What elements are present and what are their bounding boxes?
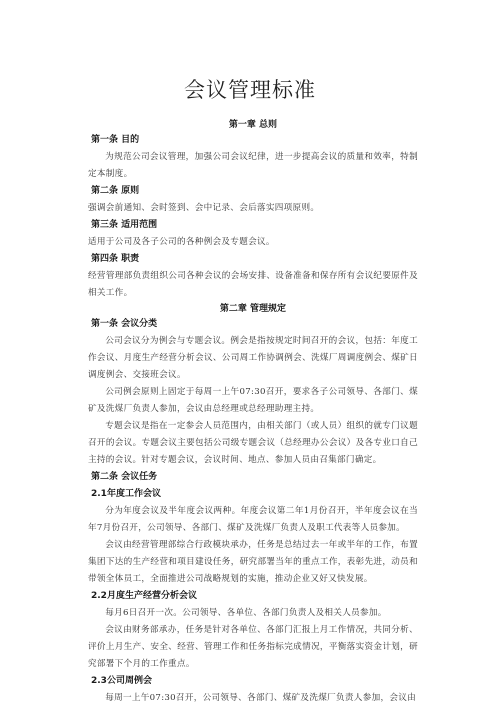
section-heading: 2.1年度工作会议: [91, 489, 161, 499]
paragraph: 专题会议是指在一定参会人员范围内，由相关部门（或人员）组织的就专门议题召开的会议。专题会议主要包括公司级专题会议（总经理办公会议）及各专业口自己主持的会议。针对专题会议，会议时间、地点、参加人员由召集部门确定。: [88, 421, 418, 465]
paragraph: 公司例会原则上固定于每周一上午07:30召开，要求各子公司领导、各部门、煤矿及洗煤厂负责人参加，会议由总经理或总经理助理主持。: [88, 387, 418, 414]
paragraph: 分为年度会议及半年度会议两种。年度会议第二年1月份召开，半年度会议在当年7月份召开，公司领导、各部门、煤矿及洗煤厂负责人及职工代表等人员参加。: [88, 506, 418, 533]
section-heading: 第一条 会议分类: [91, 319, 158, 329]
section-heading: 第一条 目的: [91, 135, 140, 145]
section-heading: 2.3公司周例会: [91, 676, 152, 686]
section-heading: 第三条 适用范围: [91, 220, 158, 230]
paragraph: 为规范公司会议管理，加强公司会议纪律，进一步提高会议的质量和效率，特制定本制度。: [88, 152, 418, 179]
chapter-heading: 第一章 总则: [228, 120, 278, 130]
section-heading: 第二条 原则: [91, 186, 140, 196]
paragraph: 公司会议分为例会与专题会议。例会是指按规定时间召开的会议，包括：年度工作会议、月度生产经营分析会议、公司周工作协调例会、洗煤厂周调度例会、煤矿日调度例会、交接班会议。: [88, 336, 418, 380]
paragraph: 经营管理部负责组织公司各种会议的会场安排、设备准备和保存所有会议纪要原件及相关工作。: [88, 271, 418, 298]
section-heading: 第二条 会议任务: [91, 472, 158, 482]
paragraph: 每周一上午07:30召开，公司领导、各部门、煤矿及洗煤厂负责人参加，会议由: [105, 693, 417, 703]
document-body: [88, 118, 418, 707]
paragraph: 会议由财务部承办，任务是针对各单位、各部门汇报上月工作情况，共同分析、评价上月生产、安全、经营、管理工作和任务指标完成情况，平衡落实资金计划，研究部署下个月的工作重点。: [88, 625, 418, 669]
paragraph: 会议由经营管理部综合行政模块承办，任务是总结过去一年或半年的工作，布置集团下达的生产经营和项目建设任务，研究部署当年的重点工作，表彰先进，动员和带领全体员工，全面推进公司战略规划的实施，推动企业又好又快发展。: [88, 540, 418, 584]
section-heading: 第四条 职责: [91, 254, 140, 264]
document-title: 会议管理标准: [184, 78, 316, 102]
paragraph: 适用于公司及各子公司的各种例会及专题会议。: [88, 237, 275, 247]
section-heading: 2.2月度生产经营分析会议: [91, 591, 197, 601]
paragraph: 强调会前通知、会时签到、会中记录、会后落实四项原则。: [88, 203, 320, 213]
chapter-heading: 第二章 管理规定: [219, 304, 287, 314]
paragraph: 每月6日召开一次。公司领导、各单位、各部门负责人及相关人员参加。: [105, 608, 387, 618]
